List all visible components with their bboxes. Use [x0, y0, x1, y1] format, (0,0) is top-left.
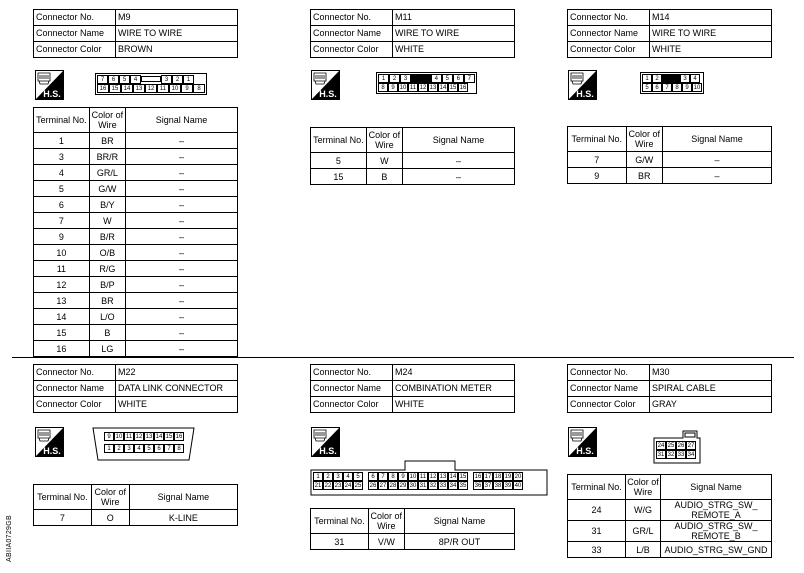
signal-name-header: Signal Name: [662, 127, 771, 152]
label: Connector No.: [568, 10, 650, 26]
connector-pin: 9: [104, 432, 114, 441]
m22-info-table: [33, 364, 238, 413]
terminal-no-header: Terminal No.: [34, 108, 90, 133]
m30-connector-diagram: [653, 430, 701, 464]
connector-pin: 16: [474, 474, 482, 480]
label: Connector Color: [34, 42, 116, 58]
connector-pin: 27: [687, 443, 695, 449]
connector-pin: 15: [459, 474, 467, 480]
wire-color-cell: B/R: [89, 229, 125, 245]
connector-pin: 10: [409, 474, 417, 480]
table-row: [311, 534, 515, 550]
terminal-no-cell: 15: [34, 325, 90, 341]
connector-pin: 9: [398, 472, 408, 481]
connector-pin: 7: [662, 83, 672, 92]
connector-pin: 1: [183, 75, 194, 84]
label: Connector No.: [311, 365, 393, 381]
m24-color: WHITE: [393, 397, 515, 413]
color-of-wire-header: Color of Wire: [626, 127, 662, 152]
connector-pin: 15: [165, 434, 173, 440]
wire-color-cell: B/Y: [89, 197, 125, 213]
connector-pin: 9: [181, 84, 193, 93]
signal-name-cell: –: [126, 181, 238, 197]
m22-no: M22: [116, 365, 238, 381]
hs-icon: [311, 70, 340, 100]
connector-pin: 15: [109, 84, 121, 93]
m14-color: WHITE: [650, 42, 772, 58]
label: Connector Name: [311, 26, 393, 42]
terminal-no-cell: 13: [34, 293, 90, 309]
connector-pin: 4: [690, 74, 700, 83]
connector-pin: 6: [108, 75, 119, 84]
signal-name-cell: –: [126, 293, 238, 309]
wire-color-cell: G/W: [626, 152, 662, 168]
wire-color-cell: V/W: [368, 534, 404, 550]
svg-text:H.S.: H.S.: [319, 89, 337, 99]
label: Connector Color: [34, 397, 116, 413]
signal-name-cell: –: [126, 197, 238, 213]
wire-color-cell: W: [366, 153, 402, 169]
connector-pin: 3: [124, 444, 134, 453]
hs-icon: [35, 427, 64, 457]
connector-pin: 36: [474, 483, 482, 489]
connector-pin: 1: [642, 74, 652, 83]
connector-pin: [662, 74, 680, 83]
connector-pin: 12: [145, 84, 157, 93]
terminal-no-header: Terminal No.: [568, 127, 627, 152]
signal-name-cell: 8P/R OUT: [404, 534, 514, 550]
m11-connector-diagram: [376, 72, 477, 94]
terminal-no-header: Terminal No.: [568, 475, 626, 500]
m9-terminal-table: [33, 107, 238, 357]
connector-pin: 16: [175, 434, 183, 440]
connector-pin: 13: [429, 85, 437, 91]
connector-pin: 5: [642, 83, 652, 92]
terminal-no-cell: 24: [568, 500, 626, 521]
wire-color-cell: BR: [626, 168, 662, 184]
connector-pin: 7: [378, 472, 388, 481]
wire-color-cell: L/O: [89, 309, 125, 325]
signal-name-cell: –: [126, 277, 238, 293]
wire-color-cell: GR/L: [89, 165, 125, 181]
wire-color-cell: B: [366, 169, 402, 185]
connector-pin: 31: [419, 483, 427, 489]
table-row: [568, 542, 772, 558]
connector-pin: 14: [439, 85, 447, 91]
label: Connector No.: [568, 365, 650, 381]
svg-text:H.S.: H.S.: [43, 89, 61, 99]
connector-pin: 6: [368, 472, 378, 481]
label: Connector Name: [34, 26, 116, 42]
m14-no: M14: [650, 10, 772, 26]
connector-pin: 14: [121, 84, 133, 93]
terminal-no-cell: 9: [568, 168, 627, 184]
connector-pin: 16: [459, 85, 467, 91]
terminal-no-cell: 14: [34, 309, 90, 325]
connector-pin: 33: [439, 483, 447, 489]
terminal-no-cell: 7: [34, 213, 90, 229]
table-row: [34, 181, 238, 197]
terminal-no-cell: 16: [34, 341, 90, 357]
label: Connector No.: [34, 365, 116, 381]
table-row: [568, 152, 772, 168]
signal-name-cell: –: [126, 245, 238, 261]
m24-name: COMBINATION METER: [393, 381, 515, 397]
m14-terminal-table: [567, 126, 772, 184]
terminal-no-cell: 9: [34, 229, 90, 245]
m22-color: WHITE: [116, 397, 238, 413]
connector-pin: [411, 74, 431, 83]
signal-name-cell: AUDIO_STRG_SW_ REMOTE_B: [661, 521, 772, 542]
hs-icon: [35, 70, 64, 100]
table-row: [34, 229, 238, 245]
table-row: [34, 325, 238, 341]
signal-name-cell: –: [403, 153, 515, 169]
connector-pin: 31: [657, 452, 665, 458]
table-row: [34, 341, 238, 357]
connector-pin: 39: [504, 483, 512, 489]
connector-pin: 3: [161, 75, 172, 84]
connector-pin: 4: [431, 74, 442, 83]
wire-color-cell: BR: [89, 133, 125, 149]
connector-pin: 8: [193, 84, 205, 93]
connector-pin: 11: [419, 474, 427, 480]
connector-pin: 19: [504, 474, 512, 480]
signal-name-header: Signal Name: [129, 485, 237, 510]
signal-name-cell: AUDIO_STRG_SW_GND: [661, 542, 772, 558]
terminal-no-header: Terminal No.: [34, 485, 92, 510]
connector-pin: 9: [388, 83, 398, 92]
table-row: [568, 521, 772, 542]
signal-name-cell: –: [126, 165, 238, 181]
m14-connector-diagram: [640, 72, 704, 94]
connector-pin: 12: [135, 434, 143, 440]
color-of-wire-header: Color of Wire: [89, 108, 125, 133]
connector-pin: 6: [453, 74, 464, 83]
m22-name: DATA LINK CONNECTOR: [116, 381, 238, 397]
connector-pin: 32: [429, 483, 437, 489]
color-of-wire-header: Color of Wire: [366, 128, 402, 153]
table-row: [34, 309, 238, 325]
terminal-no-cell: 31: [311, 534, 369, 550]
signal-name-cell: –: [126, 325, 238, 341]
signal-name-cell: –: [662, 152, 771, 168]
m9-name: WIRE TO WIRE: [116, 26, 238, 42]
wire-color-cell: BR: [89, 293, 125, 309]
connector-pin: 7: [464, 74, 475, 83]
connector-pin: 11: [409, 85, 417, 91]
connector-pin: 21: [314, 483, 322, 489]
terminal-no-cell: 7: [568, 152, 627, 168]
terminal-no-header: Terminal No.: [311, 128, 367, 153]
wire-color-cell: B/P: [89, 277, 125, 293]
connector-pin: 7: [164, 444, 174, 453]
wire-color-cell: BR/R: [89, 149, 125, 165]
m9-color: BROWN: [116, 42, 238, 58]
wire-color-cell: O: [91, 510, 129, 526]
connector-pin: 23: [334, 483, 342, 489]
svg-text:H.S.: H.S.: [576, 89, 594, 99]
terminal-no-cell: 7: [34, 510, 92, 526]
signal-name-cell: –: [126, 133, 238, 149]
label: Connector No.: [34, 10, 116, 26]
label: Connector Color: [311, 42, 393, 58]
label: Connector Color: [568, 42, 650, 58]
signal-name-header: Signal Name: [126, 108, 238, 133]
color-of-wire-header: Color of Wire: [626, 475, 661, 500]
connector-pin: 11: [157, 84, 169, 93]
connector-pin: 2: [652, 74, 662, 83]
color-of-wire-header: Color of Wire: [91, 485, 129, 510]
connector-pin: 14: [449, 474, 457, 480]
connector-pin: 24: [344, 483, 352, 489]
connector-pin: 10: [169, 84, 181, 93]
m9-info-table: [33, 9, 238, 58]
label: Connector Name: [568, 26, 650, 42]
signal-name-cell: –: [126, 341, 238, 357]
m11-terminal-table: [310, 127, 515, 185]
m9-connector-diagram: [95, 73, 207, 95]
m22-terminal-table: [33, 484, 238, 526]
connector-pin: 3: [400, 74, 411, 83]
connector-pin: 4: [134, 444, 144, 453]
connector-pin: [141, 76, 161, 82]
connector-pin: 12: [429, 474, 437, 480]
color-of-wire-header: Color of Wire: [368, 509, 404, 534]
wire-color-cell: B: [89, 325, 125, 341]
connector-pin: 5: [353, 472, 363, 481]
connector-pin: 2: [114, 444, 124, 453]
signal-name-header: Signal Name: [403, 128, 515, 153]
connector-pin: 5: [442, 74, 453, 83]
signal-name-cell: –: [662, 168, 771, 184]
signal-name-cell: –: [126, 309, 238, 325]
m30-info-table: [567, 364, 772, 413]
m24-connector-diagram: [310, 460, 548, 496]
connector-pin: 2: [323, 472, 333, 481]
connector-pin: 3: [680, 74, 690, 83]
connector-pin: 37: [484, 483, 492, 489]
terminal-no-header: Terminal No.: [311, 509, 369, 534]
connector-pin: 40: [514, 483, 522, 489]
m30-color: GRAY: [650, 397, 772, 413]
hs-icon: [568, 70, 597, 100]
table-row: [34, 197, 238, 213]
m14-name: WIRE TO WIRE: [650, 26, 772, 42]
connector-pin: 6: [154, 444, 164, 453]
table-row: [34, 213, 238, 229]
connector-pin: 26: [677, 443, 685, 449]
signal-name-cell: –: [403, 169, 515, 185]
connector-pin: 29: [399, 483, 407, 489]
signal-name-header: Signal Name: [404, 509, 514, 534]
connector-pin: 13: [133, 84, 145, 93]
label: Connector Color: [568, 397, 650, 413]
m24-terminal-table: [310, 508, 515, 550]
terminal-no-cell: 33: [568, 542, 626, 558]
connector-pin: 1: [313, 472, 323, 481]
label: Connector Name: [568, 381, 650, 397]
section-divider: [12, 357, 794, 358]
terminal-no-cell: 12: [34, 277, 90, 293]
wire-color-cell: R/G: [89, 261, 125, 277]
connector-pin: 22: [324, 483, 332, 489]
connector-pin: 8: [672, 83, 682, 92]
terminal-no-cell: 10: [34, 245, 90, 261]
connector-pin: 12: [419, 85, 427, 91]
label: Connector Name: [34, 381, 116, 397]
table-row: [34, 165, 238, 181]
connector-pin: 34: [687, 452, 695, 458]
signal-name-cell: –: [126, 229, 238, 245]
connector-pin: 8: [378, 83, 388, 92]
signal-name-cell: AUDIO_STRG_SW_ REMOTE_A: [661, 500, 772, 521]
terminal-no-cell: 31: [568, 521, 626, 542]
terminal-no-cell: 11: [34, 261, 90, 277]
svg-text:H.S.: H.S.: [576, 446, 594, 456]
terminal-no-cell: 6: [34, 197, 90, 213]
table-row: [568, 500, 772, 521]
figure-code: ABIIA0729GB: [5, 515, 13, 562]
connector-pin: 24: [657, 443, 665, 449]
m30-no: M30: [650, 365, 772, 381]
table-row: [311, 169, 515, 185]
wire-color-cell: W/G: [626, 500, 661, 521]
table-row: [34, 149, 238, 165]
connector-pin: 3: [333, 472, 343, 481]
m14-info-table: [567, 9, 772, 58]
svg-text:H.S.: H.S.: [319, 446, 337, 456]
table-row: [311, 153, 515, 169]
table-row: [34, 261, 238, 277]
wire-color-cell: LG: [89, 341, 125, 357]
connector-pin: 14: [155, 434, 163, 440]
wire-color-cell: W: [89, 213, 125, 229]
terminal-no-cell: 5: [34, 181, 90, 197]
table-row: [34, 245, 238, 261]
m9-no: M9: [116, 10, 238, 26]
signal-name-header: Signal Name: [661, 475, 772, 500]
terminal-no-cell: 4: [34, 165, 90, 181]
table-row: [568, 168, 772, 184]
signal-name-cell: –: [126, 149, 238, 165]
wire-color-cell: O/B: [89, 245, 125, 261]
signal-name-cell: –: [126, 213, 238, 229]
connector-pin: 8: [388, 472, 398, 481]
connector-pin: 7: [97, 75, 108, 84]
connector-pin: 28: [389, 483, 397, 489]
m11-color: WHITE: [393, 42, 515, 58]
hs-icon: [311, 427, 340, 457]
m24-info-table: [310, 364, 515, 413]
hs-icon: [568, 427, 597, 457]
connector-pin: 13: [439, 474, 447, 480]
connector-pin: 1: [378, 74, 389, 83]
terminal-no-cell: 1: [34, 133, 90, 149]
connector-pin: 9: [682, 83, 692, 92]
connector-pin: 2: [172, 75, 183, 84]
m30-terminal-table: [567, 474, 772, 558]
table-row: [34, 133, 238, 149]
terminal-no-cell: 15: [311, 169, 367, 185]
label: Connector Color: [311, 397, 393, 413]
connector-pin: 15: [449, 85, 457, 91]
connector-pin: 17: [484, 474, 492, 480]
connector-pin: 34: [449, 483, 457, 489]
m24-no: M24: [393, 365, 515, 381]
terminal-no-cell: 5: [311, 153, 367, 169]
connector-pin: 18: [494, 474, 502, 480]
table-row: [34, 277, 238, 293]
connector-pin: 10: [693, 85, 701, 91]
connector-pin: 16: [97, 84, 109, 93]
connector-pin: 11: [125, 434, 133, 440]
connector-pin: 2: [389, 74, 400, 83]
connector-pin: 6: [652, 83, 662, 92]
m11-name: WIRE TO WIRE: [393, 26, 515, 42]
m11-info-table: [310, 9, 515, 58]
connector-pin: 32: [667, 452, 675, 458]
connector-pin: 35: [459, 483, 467, 489]
connector-pin: 27: [379, 483, 387, 489]
m30-name: SPIRAL CABLE: [650, 381, 772, 397]
wire-color-cell: L/B: [626, 542, 661, 558]
connector-pin: 25: [667, 443, 675, 449]
wire-color-cell: G/W: [89, 181, 125, 197]
connector-pin: 13: [145, 434, 153, 440]
connector-pin: 26: [369, 483, 377, 489]
connector-pin: 25: [354, 483, 362, 489]
wire-color-cell: GR/L: [626, 521, 661, 542]
signal-name-cell: K-LINE: [129, 510, 237, 526]
label: Connector No.: [311, 10, 393, 26]
connector-pin: 38: [494, 483, 502, 489]
m11-no: M11: [393, 10, 515, 26]
connector-pin: 4: [130, 75, 141, 84]
connector-pin: 20: [514, 474, 522, 480]
label: Connector Name: [311, 381, 393, 397]
connector-pin: 5: [119, 75, 130, 84]
table-row: [34, 293, 238, 309]
svg-text:H.S.: H.S.: [43, 446, 61, 456]
connector-pin: 4: [343, 472, 353, 481]
connector-pin: 1: [104, 444, 114, 453]
table-row: [34, 510, 238, 526]
terminal-no-cell: 3: [34, 149, 90, 165]
connector-pin: 10: [399, 85, 407, 91]
connector-pin: 8: [174, 444, 184, 453]
connector-pin: 33: [677, 452, 685, 458]
connector-pin: 30: [409, 483, 417, 489]
connector-pin: 5: [144, 444, 154, 453]
signal-name-cell: –: [126, 261, 238, 277]
m22-connector-diagram: [92, 427, 195, 461]
connector-pin: 10: [115, 434, 123, 440]
